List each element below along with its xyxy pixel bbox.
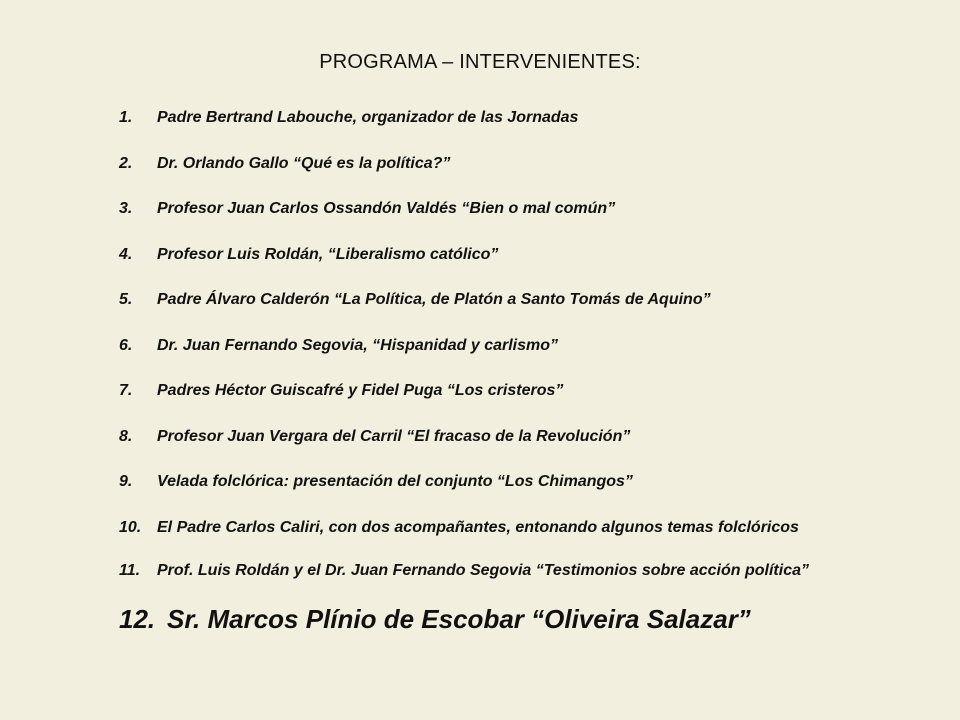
- slide-title: PROGRAMA – INTERVENIENTES:: [319, 51, 641, 73]
- list-item-2: [119, 154, 839, 174]
- list-item-4: [119, 245, 839, 265]
- item-number: 2.: [119, 154, 133, 172]
- item-text: Dr. Orlando Gallo “Qué es la política?”: [157, 154, 451, 172]
- list-item-10: [119, 518, 839, 538]
- item-number: 8.: [119, 427, 133, 445]
- list-item-8: [119, 427, 839, 447]
- item-text: Profesor Luis Roldán, “Liberalismo católico”: [157, 245, 499, 263]
- item-number: 9.: [119, 473, 133, 490]
- item-text: Prof. Luis Roldán y el Dr. Juan Fernando Segovia “Testimonios sobre acción política”: [157, 561, 809, 579]
- list-item-9: [119, 472, 839, 492]
- list-item-5: [119, 290, 839, 310]
- item-text: Padres Héctor Guiscafré y Fidel Puga “Los cristeros”: [157, 382, 564, 399]
- item-text: Sr. Marcos Plínio de Escobar “Oliveira Salazar”: [167, 603, 751, 634]
- item-text: Profesor Juan Vergara del Carril “El fracaso de la Revolución”: [157, 427, 631, 445]
- list-item-7: [119, 381, 839, 401]
- item-text: Profesor Juan Carlos Ossandón Valdés “Bien o mal común”: [157, 200, 616, 217]
- item-number: 3.: [119, 200, 133, 217]
- item-number: 11.: [119, 561, 141, 579]
- list-item-3: [119, 199, 839, 219]
- list-item-1: [119, 108, 839, 128]
- item-text: El Padre Carlos Caliri, con dos acompañantes, entonando algunos temas folclóricos: [157, 518, 799, 536]
- item-number: 12.: [119, 603, 156, 634]
- list-item-12: [119, 604, 839, 634]
- item-text: Padre Álvaro Calderón “La Política, de Platón a Santo Tomás de Aquino”: [157, 291, 711, 308]
- item-text: Velada folclórica: presentación del conjunto “Los Chimangos”: [157, 473, 633, 490]
- item-text: Dr. Juan Fernando Segovia, “Hispanidad y carlismo”: [157, 336, 558, 354]
- list-item-6: [119, 336, 839, 356]
- item-number: 6.: [119, 336, 133, 354]
- item-number: 7.: [119, 382, 133, 399]
- item-text: Padre Bertrand Labouche, organizador de las Jornadas: [157, 109, 579, 126]
- list-item-11: [119, 561, 839, 581]
- speaker-list: [119, 108, 839, 659]
- item-number: 1.: [119, 109, 133, 126]
- item-number: 5.: [119, 291, 133, 308]
- item-number: 4.: [119, 245, 133, 263]
- item-number: 10.: [119, 518, 142, 536]
